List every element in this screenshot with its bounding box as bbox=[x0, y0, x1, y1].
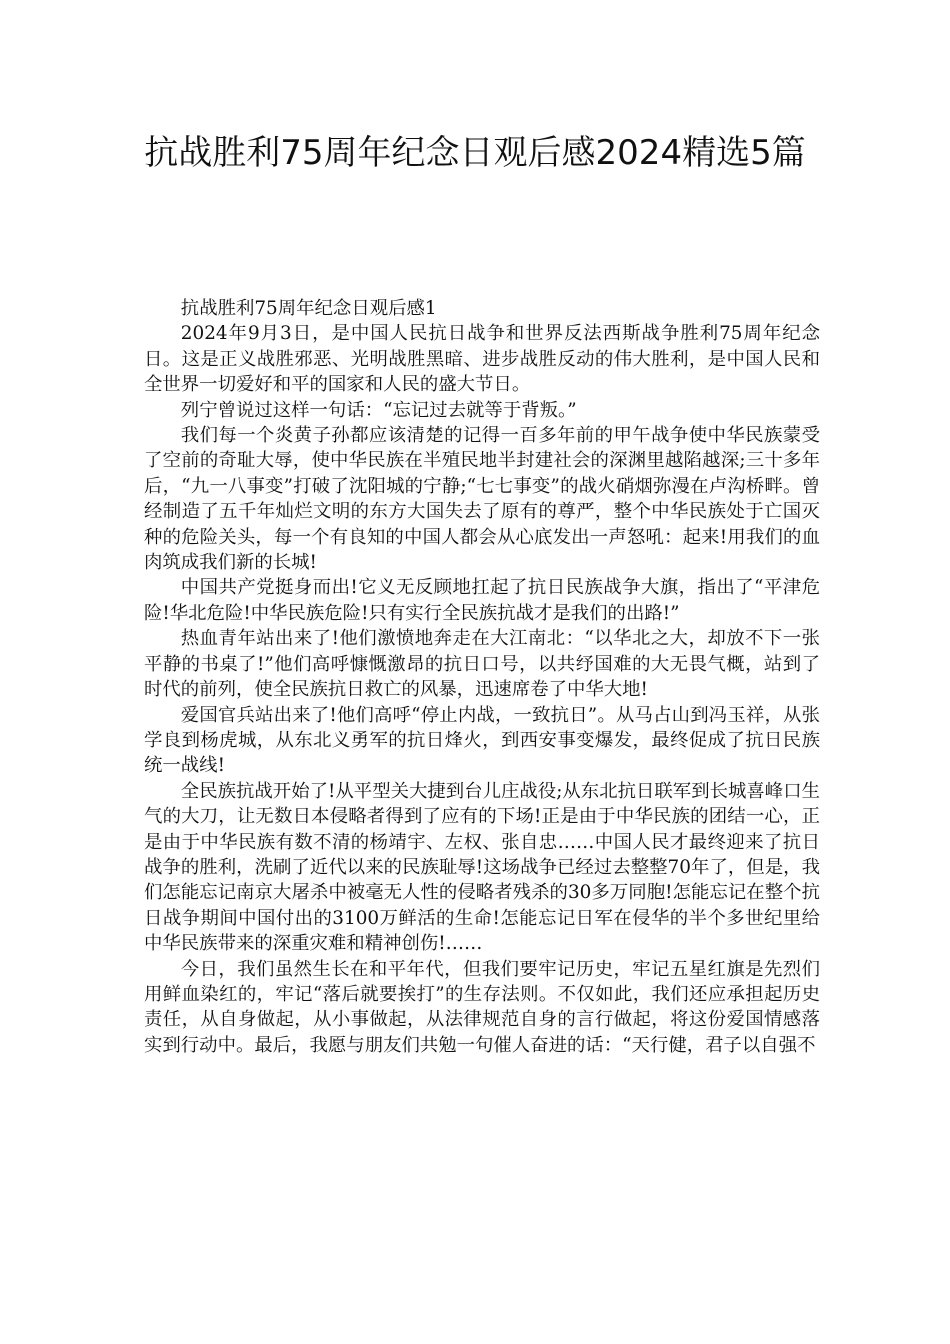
paragraph: 热血青年站出来了!他们激愤地奔走在大江南北：“以华北之大，却放不下一张平静的书桌了!”他们高呼慷慨激昂的抗日口号，以共纾国难的大无畏气概，站到了时代的前列，使全民族抗日救亡的风暴，迅速席卷了中华大地! bbox=[144, 628, 820, 701]
document-body bbox=[144, 296, 820, 1058]
paragraph: 2024年9月3日，是中国人民抗日战争和世界反法西斯战争胜利75周年纪念日。这是正义战胜邪恶、光明战胜黑暗、进步战胜反动的伟大胜利，是中国人民和全世界一切爱好和平的国家和人民的盛大节日。 bbox=[144, 323, 820, 396]
paragraph: 中国共产党挺身而出!它义无反顾地扛起了抗日民族战争大旗，指出了“平津危险!华北危险!中华民族危险!只有实行全民族抗战才是我们的出路!” bbox=[144, 577, 820, 624]
section-heading: 抗战胜利75周年纪念日观后感1 bbox=[180, 298, 437, 319]
paragraph: 我们每一个炎黄子孙都应该清楚的记得一百多年前的甲午战争使中华民族蒙受了空前的奇耻大辱，使中华民族在半殖民地半封建社会的深渊里越陷越深;三十多年后，“九一八事变”打破了沈阳城的宁静;“七七事变”的战火硝烟弥漫在卢沟桥畔。曾经制造了五千年灿烂文明的东方大国失去了原有的尊严，整个中华民族处于亡国灭种的危险关头，每一个有良知的中国人都会从心底发出一声怒吼：起来!用我们的血肉筑成我们新的长城! bbox=[144, 425, 820, 574]
document-title: 抗战胜利75周年纪念日观后感2024精选5篇 bbox=[144, 133, 806, 173]
paragraph: 今日，我们虽然生长在和平年代，但我们要牢记历史，牢记五星红旗是先烈们用鲜血染红的，牢记“落后就要挨打”的生存法则。不仅如此，我们还应承担起历史责任，从自身做起，从小事做起，从法律规范自身的言行做起，将这份爱国情感落实到行动中。最后，我愿与朋友们共勉一句催人奋进的话：“天行健，君子以自强不 bbox=[144, 958, 820, 1056]
paragraph: 爱国官兵站出来了!他们高呼“停止内战，一致抗日”。从马占山到冯玉祥，从张学良到杨虎城，从东北义勇军的抗日烽火，到西安事变爆发，最终促成了抗日民族统一战线! bbox=[144, 704, 820, 777]
paragraph: 列宁曾说过这样一句话：“忘记过去就等于背叛。” bbox=[180, 399, 577, 421]
paragraph: 全民族抗战开始了!从平型关大捷到台儿庄战役;从东北抗日联军到长城喜峰口生气的大刀，让无数日本侵略者得到了应有的下场!正是由于中华民族的团结一心，正是由于中华民族有数不清的杨靖宇、左权、张自忠……中国人民才最终迎来了抗日战争的胜利，洗刷了近代以来的民族耻辱!这场战争已经过去整整70年了，但是，我们怎能忘记南京大屠杀中被毫无人性的侵略者残杀的30多万同胞!怎能忘记在整个抗日战争期间中国付出的3100万鲜活的生命!怎能忘记日军在侵华的半个多世纪里给中华民族带来的深重灾难和精神创伤!…… bbox=[144, 780, 820, 955]
